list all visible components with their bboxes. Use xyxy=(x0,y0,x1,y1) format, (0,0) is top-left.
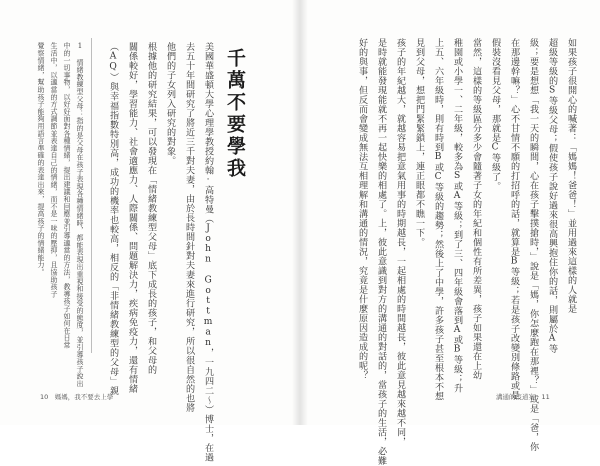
right-body-line: 稚園或小學一、二年級，較多為S或A等級；到了三、四年級會落到A或B等級；升 xyxy=(452,38,463,394)
footnote-line: 生活中，以適當的方式調節並表達自己的情緒，而不是一味的壓抑，且協助孩子 xyxy=(50,42,58,298)
right-body-line: 超級等級的S等級父母；假使孩子說好過來很高興抱住你的話，則屬於A等 xyxy=(547,38,558,354)
left-body-line: 美國華盛頓大學心理學教授約翰·高特曼（John Gottman，一九四二～）博士，在過 xyxy=(203,42,214,463)
left-body-line: 根據他的研究結果，可以發現在「情緒教練型父母」底下成長的孩子，和父母的 xyxy=(146,42,157,375)
left-body-line: （AQ）與幸福指數特別高，成功的機率也較高，相反的「非情緒教練型的父母」親 xyxy=(108,42,119,396)
right-body-line: 上五、六年級時，則有時到B或C等級的趨勢；然後上了中學，許多孩子甚至根本不想 xyxy=(433,38,444,401)
right-body-line: 孩子的年紀越大，就越容易把意氣用事的時期越長，一起相處的時間越長，彼此意見越來越不同， xyxy=(395,38,406,447)
left-page xyxy=(0,0,300,463)
left-folio: 10 媽媽，我不要去上學 xyxy=(40,393,114,401)
right-body-line: 見到父母，想把門緊緊鎖上，連正眼都不瞧一下。 xyxy=(414,38,425,247)
footnote-line: 中的一切事物，以好好面對各種情緒，提出建議和回應並引導適當的方法，教導孩子如何在日常 xyxy=(63,42,71,349)
footnote-line: 1 情緒教練型父母：指的是父母在孩子表現各種情緒時，都能表現出重視和接受的態度，並引導孩子說出 xyxy=(76,42,84,388)
left-body-line: 去五十年間研究了將近三千對夫妻，由於長時間針對夫妻來進行研究，所以很自然的也將 xyxy=(184,42,195,413)
left-body-line: 關係較好，學習能力、社會適應力、人際關係、問題解決力，疾病免疫力，還有情緒 xyxy=(127,42,138,394)
right-folio: 溝通的沒道案 11 xyxy=(496,393,550,401)
right-body-line: 在那邊幹嘛？」心不甘情不願的打招呼的話，就算是B等級；若是孩子改變別條路或是 xyxy=(509,38,520,400)
right-page xyxy=(300,0,600,466)
right-body-line: 好的與事，但反而會變成無法互相理解和溝通的情況，究竟是什麼原因造成的呢？ xyxy=(357,38,368,380)
right-body-line: 級；要是想想「我一天的瞬間，心在孩子擊撲搶時，」說是「媽，你怎麼跑在那裡？」或是「爸，你 xyxy=(528,38,539,452)
left-body-line: 他們的子女列入研究的對象。 xyxy=(165,42,176,166)
right-body-line: 假裝沒看見父母，那就是C等級了。 xyxy=(490,38,501,191)
footnote-line: 覺察情緒，幫助孩子能夠用語言準確的表達出來，提高孩子的情緒能力。 xyxy=(37,42,45,276)
right-body-line: 是時就能發現能就不再一起快樂的相處了。上，彼此意識到對方的溝通的對話的，當孩子的生活，必難 xyxy=(376,38,387,466)
book-gutter xyxy=(292,0,308,425)
footnote-divider xyxy=(91,38,92,353)
chapter-heading: 千萬不要學我 xyxy=(224,48,246,180)
right-body-line: 當然，這樣的等級區分多少會隨著子女的年紀和個性有所差異，孩子如果還在上幼 xyxy=(471,38,482,380)
right-body-line: 如果孩子很開心的喊著：「媽媽！爸爸！」並用過來這樣的人就是 xyxy=(566,38,577,314)
